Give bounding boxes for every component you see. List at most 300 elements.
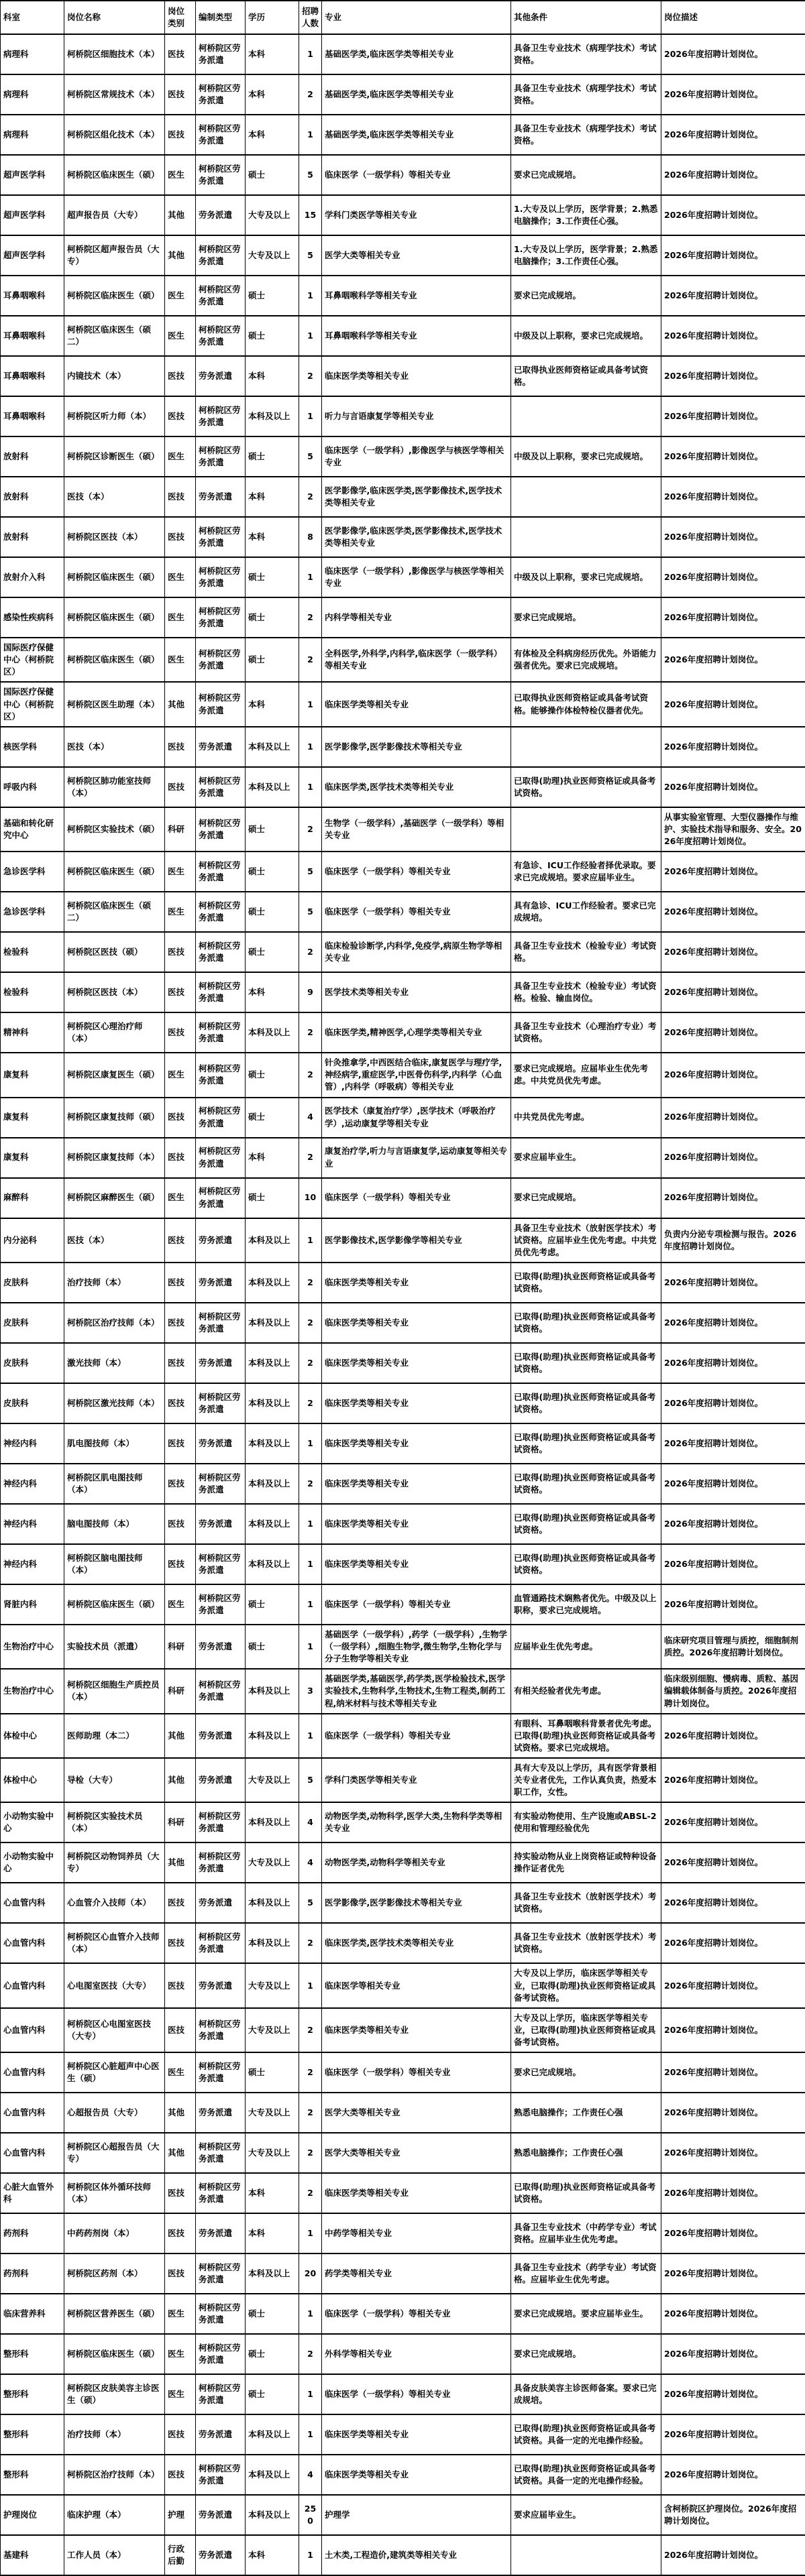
cell-conditions — [511, 517, 661, 557]
cell-major: 基础医学类,基础医学,药学类,医学检验技术,医学实验技术,生物科学,生物技术,生物工程类,制药工程,纳米材料与技术等相关专业 — [322, 1669, 511, 1713]
table-row — [1, 767, 805, 807]
cell-edu: 硕士 — [246, 932, 299, 972]
cell-count: 2 — [299, 1383, 322, 1423]
cell-major: 临床医学类等相关专业 — [322, 1303, 511, 1343]
cell-desc: 2026年度招聘计划岗位。 — [661, 1383, 805, 1423]
cell-edu: 本科及以上 — [246, 2495, 299, 2535]
cell-edu: 本科 — [246, 682, 299, 726]
cell-category: 其他 — [165, 682, 196, 726]
cell-category: 医生 — [165, 1584, 196, 1625]
table-row — [1, 2414, 805, 2455]
cell-count: 1 — [299, 34, 322, 74]
cell-position: 柯桥院区心电图室医技（大专） — [64, 2008, 165, 2052]
cell-dept: 心血管内科 — [1, 2093, 64, 2133]
cell-dept: 康复科 — [1, 1138, 64, 1178]
column-header-count: 招聘人数 — [299, 1, 322, 34]
cell-count: 2 — [299, 2052, 322, 2093]
cell-category: 医生 — [165, 557, 196, 597]
cell-conditions: 要求已完成规培。 — [511, 597, 661, 638]
cell-edu: 本科 — [246, 2173, 299, 2213]
cell-desc: 2026年度招聘计划岗位。 — [661, 34, 805, 74]
cell-count: 2 — [299, 2133, 322, 2173]
cell-category: 医技 — [165, 1303, 196, 1343]
table-row — [1, 2133, 805, 2173]
cell-category: 医技 — [165, 972, 196, 1012]
cell-desc: 2026年度招聘计划岗位。 — [661, 356, 805, 396]
table-row — [1, 1053, 805, 1097]
cell-dept: 内分泌科 — [1, 1218, 64, 1263]
cell-category: 医生 — [165, 2374, 196, 2414]
cell-category: 医技 — [165, 74, 196, 115]
cell-category: 医技 — [165, 1923, 196, 1963]
cell-count: 2 — [299, 1923, 322, 1963]
cell-desc: 2026年度招聘计划岗位。 — [661, 1138, 805, 1178]
cell-category: 科研 — [165, 1802, 196, 1842]
cell-conditions: 大专及以上学历，临床医学等相关专业，已取得(助理)执业医师资格证或具备考试资格。 — [511, 1963, 661, 2007]
cell-dept: 护理岗位 — [1, 2495, 64, 2535]
cell-count: 1 — [299, 557, 322, 597]
cell-conditions: 有实验动物使用、生产设施或ABSL-2使用和管理经验优先 — [511, 1802, 661, 1842]
cell-category: 医技 — [165, 517, 196, 557]
cell-position: 柯桥院区营养医生（硕） — [64, 2294, 165, 2334]
column-header-category: 岗位类别 — [165, 1, 196, 34]
cell-edu: 本科及以上 — [246, 2414, 299, 2455]
cell-desc: 2026年度招聘计划岗位。 — [661, 477, 805, 517]
column-header-dept: 科室 — [1, 1, 64, 34]
cell-count: 4 — [299, 1802, 322, 1842]
cell-type: 柯桥院区劳务派遣 — [196, 597, 246, 638]
table-row — [1, 1263, 805, 1303]
cell-category: 医技 — [165, 1504, 196, 1544]
cell-position: 柯桥院区实验技术（硕） — [64, 807, 165, 852]
cell-category: 医生 — [165, 436, 196, 477]
cell-type: 柯桥院区劳务派遣 — [196, 316, 246, 356]
table-row — [1, 477, 805, 517]
cell-major: 动物医学类,动物科学等相关专业 — [322, 1842, 511, 1883]
cell-count: 2 — [299, 477, 322, 517]
cell-type: 柯桥院区劳务派遣 — [196, 2173, 246, 2213]
cell-dept: 精神科 — [1, 1012, 64, 1053]
cell-position: 导检（大专） — [64, 1758, 165, 1802]
cell-type: 柯桥院区劳务派遣 — [196, 155, 246, 195]
cell-major: 医学技术类等相关专业 — [322, 972, 511, 1012]
cell-count: 5 — [299, 235, 322, 276]
cell-position: 柯桥院区医技（本） — [64, 517, 165, 557]
cell-edu: 本科及以上 — [246, 1504, 299, 1544]
cell-count: 2 — [299, 1053, 322, 1097]
cell-position: 柯桥院区医生助理（本） — [64, 682, 165, 726]
cell-type: 柯桥院区劳务派遣 — [196, 436, 246, 477]
table-row — [1, 276, 805, 316]
table-row — [1, 2213, 805, 2253]
cell-conditions: 持实验动物从业上岗资格证或特种设备操作证者优先 — [511, 1842, 661, 1883]
table-row — [1, 892, 805, 932]
cell-position: 柯桥院区医技（本） — [64, 972, 165, 1012]
cell-dept: 心血管内科 — [1, 2008, 64, 2052]
cell-dept: 国际医疗保健中心（柯桥院区） — [1, 682, 64, 726]
cell-edu: 本科及以上 — [246, 2253, 299, 2294]
cell-major: 土木类,工程造价,建筑类等相关专业 — [322, 2535, 511, 2575]
cell-desc: 2026年度招聘计划岗位。 — [661, 2455, 805, 2495]
cell-major: 临床医学类,医学技术类等相关专业 — [322, 767, 511, 807]
table-row — [1, 1012, 805, 1053]
cell-type: 柯桥院区劳务派遣 — [196, 1584, 246, 1625]
cell-desc: 2026年度招聘计划岗位。 — [661, 2294, 805, 2334]
cell-desc: 2026年度招聘计划岗位。 — [661, 436, 805, 477]
cell-category: 医技 — [165, 2213, 196, 2253]
cell-desc: 2026年度招聘计划岗位。 — [661, 2008, 805, 2052]
cell-desc: 2026年度招聘计划岗位。 — [661, 1544, 805, 1584]
cell-category: 其他 — [165, 195, 196, 235]
cell-type: 劳务派遣 — [196, 356, 246, 396]
cell-desc: 2026年度招聘计划岗位。 — [661, 1883, 805, 1923]
cell-type: 柯桥院区劳务派遣 — [196, 2008, 246, 2052]
cell-type: 劳务派遣 — [196, 1758, 246, 1802]
cell-dept: 小动物实验中心 — [1, 1802, 64, 1842]
cell-major: 医学大类等相关专业 — [322, 2133, 511, 2173]
cell-major: 医学影像学,临床医学类,医学影像技术,医学技术类等相关专业 — [322, 477, 511, 517]
cell-position: 柯桥院区细胞生产质控员（本） — [64, 1669, 165, 1713]
cell-position: 柯桥院区康复技师（本） — [64, 1138, 165, 1178]
cell-edu: 大专及以上 — [246, 235, 299, 276]
cell-desc: 2026年度招聘计划岗位。 — [661, 1584, 805, 1625]
cell-category: 护理 — [165, 2495, 196, 2535]
cell-category: 其他 — [165, 2093, 196, 2133]
table-row — [1, 2008, 805, 2052]
cell-desc: 2026年度招聘计划岗位。 — [661, 892, 805, 932]
cell-dept: 心血管内科 — [1, 2133, 64, 2173]
cell-position: 心血管介入技师（本） — [64, 1883, 165, 1923]
cell-major: 临床医学类等相关专业 — [322, 2455, 511, 2495]
cell-position: 柯桥院区临床医生（硕） — [64, 597, 165, 638]
cell-position: 柯桥院区激光技师（本） — [64, 1383, 165, 1423]
table-row — [1, 2374, 805, 2414]
cell-edu: 本科及以上 — [246, 1544, 299, 1584]
cell-conditions: 要求已完成规培。要求应届毕业生。 — [511, 2294, 661, 2334]
cell-count: 2 — [299, 638, 322, 682]
cell-count: 5 — [299, 892, 322, 932]
cell-edu: 本科 — [246, 972, 299, 1012]
cell-type: 劳务派遣 — [196, 1625, 246, 1669]
cell-category: 医生 — [165, 1053, 196, 1097]
table-row — [1, 2093, 805, 2133]
cell-major: 听力与言语康复学等相关专业 — [322, 396, 511, 436]
cell-conditions: 已取得(助理)执业医师资格证或具备考试资格。 — [511, 1303, 661, 1343]
table-row — [1, 1714, 805, 1758]
cell-edu: 硕士 — [246, 892, 299, 932]
cell-desc: 2026年度招聘计划岗位。 — [661, 74, 805, 115]
cell-major: 临床医学（一级学科）等相关专业 — [322, 892, 511, 932]
cell-position: 柯桥院区临床医生（硕） — [64, 2334, 165, 2374]
cell-count: 5 — [299, 1883, 322, 1923]
cell-dept: 药剂科 — [1, 2253, 64, 2294]
table-row — [1, 34, 805, 74]
cell-conditions: 中共党员优先考虑。 — [511, 1098, 661, 1138]
cell-conditions: 要求已完成规培。 — [511, 2052, 661, 2093]
cell-dept: 麻醉科 — [1, 1178, 64, 1218]
table-row — [1, 2535, 805, 2575]
cell-major: 临床医学类等相关专业 — [322, 356, 511, 396]
cell-category: 医生 — [165, 1178, 196, 1218]
cell-category: 医技 — [165, 932, 196, 972]
column-header-position: 岗位名称 — [64, 1, 165, 34]
cell-edu: 本科及以上 — [246, 767, 299, 807]
table-row — [1, 1883, 805, 1923]
cell-category: 医技 — [165, 115, 196, 155]
cell-category: 其他 — [165, 1758, 196, 1802]
cell-type: 劳务派遣 — [196, 477, 246, 517]
cell-dept: 急诊医学科 — [1, 852, 64, 892]
cell-category: 医技 — [165, 2414, 196, 2455]
cell-edu: 本科 — [246, 34, 299, 74]
cell-type: 柯桥院区劳务派遣 — [196, 1669, 246, 1713]
cell-major: 临床医学类,精神医学,心理学类等相关专业 — [322, 1012, 511, 1053]
cell-count: 1 — [299, 767, 322, 807]
cell-conditions: 已取得(助理)执业医师资格证或具备考试资格。 — [511, 1263, 661, 1303]
cell-position: 柯桥院区康复医生（硕） — [64, 1053, 165, 1097]
cell-count: 1 — [299, 1963, 322, 2007]
cell-desc: 2026年度招聘计划岗位。 — [661, 1802, 805, 1842]
cell-conditions: 要求已完成规培。 — [511, 276, 661, 316]
cell-category: 医技 — [165, 2253, 196, 2294]
table-row — [1, 807, 805, 852]
cell-conditions: 具备卫生专业技术（药学专业）考试资格。应届毕业生优先考虑。 — [511, 2253, 661, 2294]
cell-count: 2 — [299, 356, 322, 396]
cell-type: 劳务派遣 — [196, 2213, 246, 2253]
cell-type: 柯桥院区劳务派遣 — [196, 1464, 246, 1504]
cell-conditions: 熟悉电脑操作；工作责任心强 — [511, 2093, 661, 2133]
cell-major: 临床医学（一级学科）等相关专业 — [322, 2294, 511, 2334]
cell-dept: 整形科 — [1, 2455, 64, 2495]
cell-conditions: 具备卫生专业技术（病理学技术）考试资格。 — [511, 34, 661, 74]
cell-edu: 本科 — [246, 477, 299, 517]
cell-count: 1 — [299, 727, 322, 767]
cell-position: 柯桥院区临床医生（硕二） — [64, 316, 165, 356]
cell-conditions: 要求应届毕业生。 — [511, 1138, 661, 1178]
cell-category: 医生 — [165, 2334, 196, 2374]
cell-edu: 大专及以上 — [246, 1963, 299, 2007]
cell-category: 科研 — [165, 1669, 196, 1713]
cell-desc: 2026年度招聘计划岗位。 — [661, 638, 805, 682]
cell-category: 科研 — [165, 1625, 196, 1669]
cell-type: 柯桥院区劳务派遣 — [196, 396, 246, 436]
cell-count: 1 — [299, 396, 322, 436]
cell-category: 医技 — [165, 727, 196, 767]
table-row — [1, 1138, 805, 1178]
cell-desc: 2026年度招聘计划岗位。 — [661, 2133, 805, 2173]
cell-edu: 大专及以上 — [246, 1758, 299, 1802]
cell-desc: 2026年度招聘计划岗位。 — [661, 1714, 805, 1758]
cell-position: 柯桥院区实验技术员（本） — [64, 1802, 165, 1842]
cell-category: 医技 — [165, 34, 196, 74]
cell-edu: 本科及以上 — [246, 1423, 299, 1464]
cell-major: 护理学 — [322, 2495, 511, 2535]
cell-major: 临床医学（一级学科）等相关专业 — [322, 852, 511, 892]
cell-major: 临床医学（一级学科）等相关专业 — [322, 1178, 511, 1218]
cell-major: 医学影像学,医学影像技术等相关专业 — [322, 727, 511, 767]
table-row — [1, 115, 805, 155]
cell-count: 5 — [299, 436, 322, 477]
cell-category: 医技 — [165, 1263, 196, 1303]
cell-dept: 皮肤科 — [1, 1383, 64, 1423]
cell-desc: 2026年度招聘计划岗位。 — [661, 1423, 805, 1464]
cell-desc: 2026年度招聘计划岗位。 — [661, 852, 805, 892]
cell-type: 柯桥院区劳务派遣 — [196, 115, 246, 155]
cell-type: 柯桥院区劳务派遣 — [196, 2253, 246, 2294]
table-row — [1, 682, 805, 726]
cell-conditions: 具有大专及以上学历，具有医学背景相关专业者优先，工作认真负责，热爱本职工作，女性。 — [511, 1758, 661, 1802]
cell-category: 其他 — [165, 235, 196, 276]
cell-dept: 皮肤科 — [1, 1303, 64, 1343]
cell-desc: 2026年度招聘计划岗位。 — [661, 1504, 805, 1544]
cell-category: 其他 — [165, 2133, 196, 2173]
cell-dept: 基础和转化研究中心 — [1, 807, 64, 852]
cell-major: 药学类等相关专业 — [322, 2253, 511, 2294]
cell-position: 柯桥院区细胞技术（本） — [64, 34, 165, 74]
cell-dept: 基建科 — [1, 2535, 64, 2575]
cell-conditions: 熟悉电脑操作；工作责任心强 — [511, 2133, 661, 2173]
table-row — [1, 2052, 805, 2093]
cell-major: 临床医学类等相关专业 — [322, 1464, 511, 1504]
cell-desc: 2026年度招聘计划岗位。 — [661, 1923, 805, 1963]
cell-edu: 本科 — [246, 2213, 299, 2253]
cell-type: 柯桥院区劳务派遣 — [196, 276, 246, 316]
cell-desc: 2026年度招聘计划岗位。 — [661, 1053, 805, 1097]
cell-major: 临床医学（一级学科）等相关专业 — [322, 2052, 511, 2093]
cell-edu: 硕士 — [246, 1584, 299, 1625]
cell-desc: 2026年度招聘计划岗位。 — [661, 2334, 805, 2374]
cell-major: 耳鼻咽喉科学等相关专业 — [322, 276, 511, 316]
cell-type: 柯桥院区劳务派遣 — [196, 638, 246, 682]
cell-count: 5 — [299, 1758, 322, 1802]
cell-dept: 放射介入科 — [1, 557, 64, 597]
cell-type: 柯桥院区劳务派遣 — [196, 1178, 246, 1218]
cell-position: 柯桥院区康复技师（硕） — [64, 1098, 165, 1138]
cell-dept: 耳鼻咽喉科 — [1, 356, 64, 396]
table-row — [1, 2495, 805, 2535]
cell-major: 动物医学类,动物科学,医学大类,生物科学类等相关专业 — [322, 1802, 511, 1842]
cell-dept: 生物治疗中心 — [1, 1669, 64, 1713]
cell-conditions: 要求已完成规培。 — [511, 155, 661, 195]
cell-position: 柯桥院区临床医生（硕二） — [64, 892, 165, 932]
table-row — [1, 1802, 805, 1842]
cell-desc: 2026年度招聘计划岗位。 — [661, 1343, 805, 1383]
cell-edu: 大专及以上 — [246, 2008, 299, 2052]
cell-edu: 本科及以上 — [246, 1303, 299, 1343]
cell-edu: 硕士 — [246, 316, 299, 356]
cell-edu: 本科 — [246, 517, 299, 557]
cell-category: 医技 — [165, 1544, 196, 1584]
cell-edu: 本科及以上 — [246, 396, 299, 436]
cell-desc: 临床研究项目管理与质控，细胞制剂质控。2026年度招聘计划岗位。 — [661, 1625, 805, 1669]
cell-conditions: 具备卫生专业技术（检验专业）考试资格。 — [511, 932, 661, 972]
cell-count: 1 — [299, 276, 322, 316]
cell-dept: 感染性疾病科 — [1, 597, 64, 638]
table-row — [1, 1923, 805, 1963]
cell-dept: 病理科 — [1, 34, 64, 74]
cell-desc: 2026年度招聘计划岗位。 — [661, 727, 805, 767]
cell-dept: 放射科 — [1, 517, 64, 557]
cell-desc: 2026年度招聘计划岗位。 — [661, 1842, 805, 1883]
cell-type: 劳务派遣 — [196, 1963, 246, 2007]
cell-position: 心超报告员（大专） — [64, 2093, 165, 2133]
cell-category: 医生 — [165, 852, 196, 892]
cell-position: 柯桥院区药剂（本） — [64, 2253, 165, 2294]
cell-count: 2 — [299, 2093, 322, 2133]
cell-dept: 心血管内科 — [1, 1963, 64, 2007]
cell-edu: 硕士 — [246, 807, 299, 852]
cell-major: 临床医学类等相关专业 — [322, 1544, 511, 1584]
cell-edu: 大专及以上 — [246, 2133, 299, 2173]
cell-category: 医技 — [165, 356, 196, 396]
cell-type: 柯桥院区劳务派遣 — [196, 892, 246, 932]
cell-desc: 从事实验室管理、大型仪器操作与维护、实验技术指导和服务、安全。2026年度招聘计划岗位。 — [661, 807, 805, 852]
cell-count: 20 — [299, 2253, 322, 2294]
cell-conditions: 有体检及全科病房经历优先。外语能力强者优先。要求已完成规培。 — [511, 638, 661, 682]
cell-conditions: 要求应届毕业生。 — [511, 2495, 661, 2535]
cell-type: 劳务派遣 — [196, 727, 246, 767]
cell-type: 柯桥院区劳务派遣 — [196, 74, 246, 115]
cell-major: 生物学（一级学科）,基础医学（一级学科）等相关专业 — [322, 807, 511, 852]
table-row — [1, 316, 805, 356]
cell-count: 1 — [299, 2294, 322, 2334]
cell-conditions: 已取得(助理)执业医师资格证或具备考试资格。 — [511, 1464, 661, 1504]
cell-edu: 本科及以上 — [246, 1012, 299, 1053]
cell-dept: 康复科 — [1, 1098, 64, 1138]
cell-count: 2 — [299, 597, 322, 638]
cell-desc: 2026年度招聘计划岗位。 — [661, 2374, 805, 2414]
cell-dept: 病理科 — [1, 115, 64, 155]
cell-position: 医师助理（本二） — [64, 1714, 165, 1758]
cell-count: 1 — [299, 1423, 322, 1464]
table-body — [1, 34, 805, 2575]
cell-dept: 整形科 — [1, 2334, 64, 2374]
cell-count: 1 — [299, 2414, 322, 2455]
cell-conditions: 已取得(助理)执业医师资格证或具备考试资格。具备一定的光电操作经验。 — [511, 2455, 661, 2495]
cell-count: 1 — [299, 1544, 322, 1584]
cell-type: 柯桥院区劳务派遣 — [196, 517, 246, 557]
cell-category: 科研 — [165, 807, 196, 852]
cell-major: 临床医学类等相关专业 — [322, 1504, 511, 1544]
column-header-edu: 学历 — [246, 1, 299, 34]
cell-edu: 本科及以上 — [246, 1714, 299, 1758]
cell-conditions: 具有急诊、ICU工作经验者。要求已完成规培。 — [511, 892, 661, 932]
cell-type: 柯桥院区劳务派遣 — [196, 2455, 246, 2495]
cell-dept: 临床营养科 — [1, 2294, 64, 2334]
cell-dept: 检验科 — [1, 932, 64, 972]
cell-conditions — [511, 477, 661, 517]
cell-type: 柯桥院区劳务派遣 — [196, 2133, 246, 2173]
cell-conditions: 已取得(助理)执业医师资格证或具备考试资格。 — [511, 1423, 661, 1464]
cell-conditions: 血管通路技术娴熟者优先。中级及以上职称，要求已完成规培。 — [511, 1584, 661, 1625]
cell-count: 1 — [299, 1584, 322, 1625]
cell-count: 2 — [299, 2008, 322, 2052]
table-row — [1, 155, 805, 195]
cell-category: 医技 — [165, 1883, 196, 1923]
cell-desc: 2026年度招聘计划岗位。 — [661, 235, 805, 276]
cell-conditions: 具备卫生专业技术（中药学专业）考试资格。应届毕业生优先考虑。 — [511, 2213, 661, 2253]
table-row — [1, 396, 805, 436]
cell-edu: 本科及以上 — [246, 2455, 299, 2495]
cell-category: 医技 — [165, 1098, 196, 1138]
cell-type: 柯桥院区劳务派遣 — [196, 1383, 246, 1423]
cell-conditions: 要求已完成规培。 — [511, 2334, 661, 2374]
cell-conditions — [511, 727, 661, 767]
cell-dept: 检验科 — [1, 972, 64, 1012]
table-row — [1, 74, 805, 115]
cell-major: 临床医学类,医学技术类等相关专业 — [322, 1923, 511, 1963]
cell-conditions — [511, 396, 661, 436]
